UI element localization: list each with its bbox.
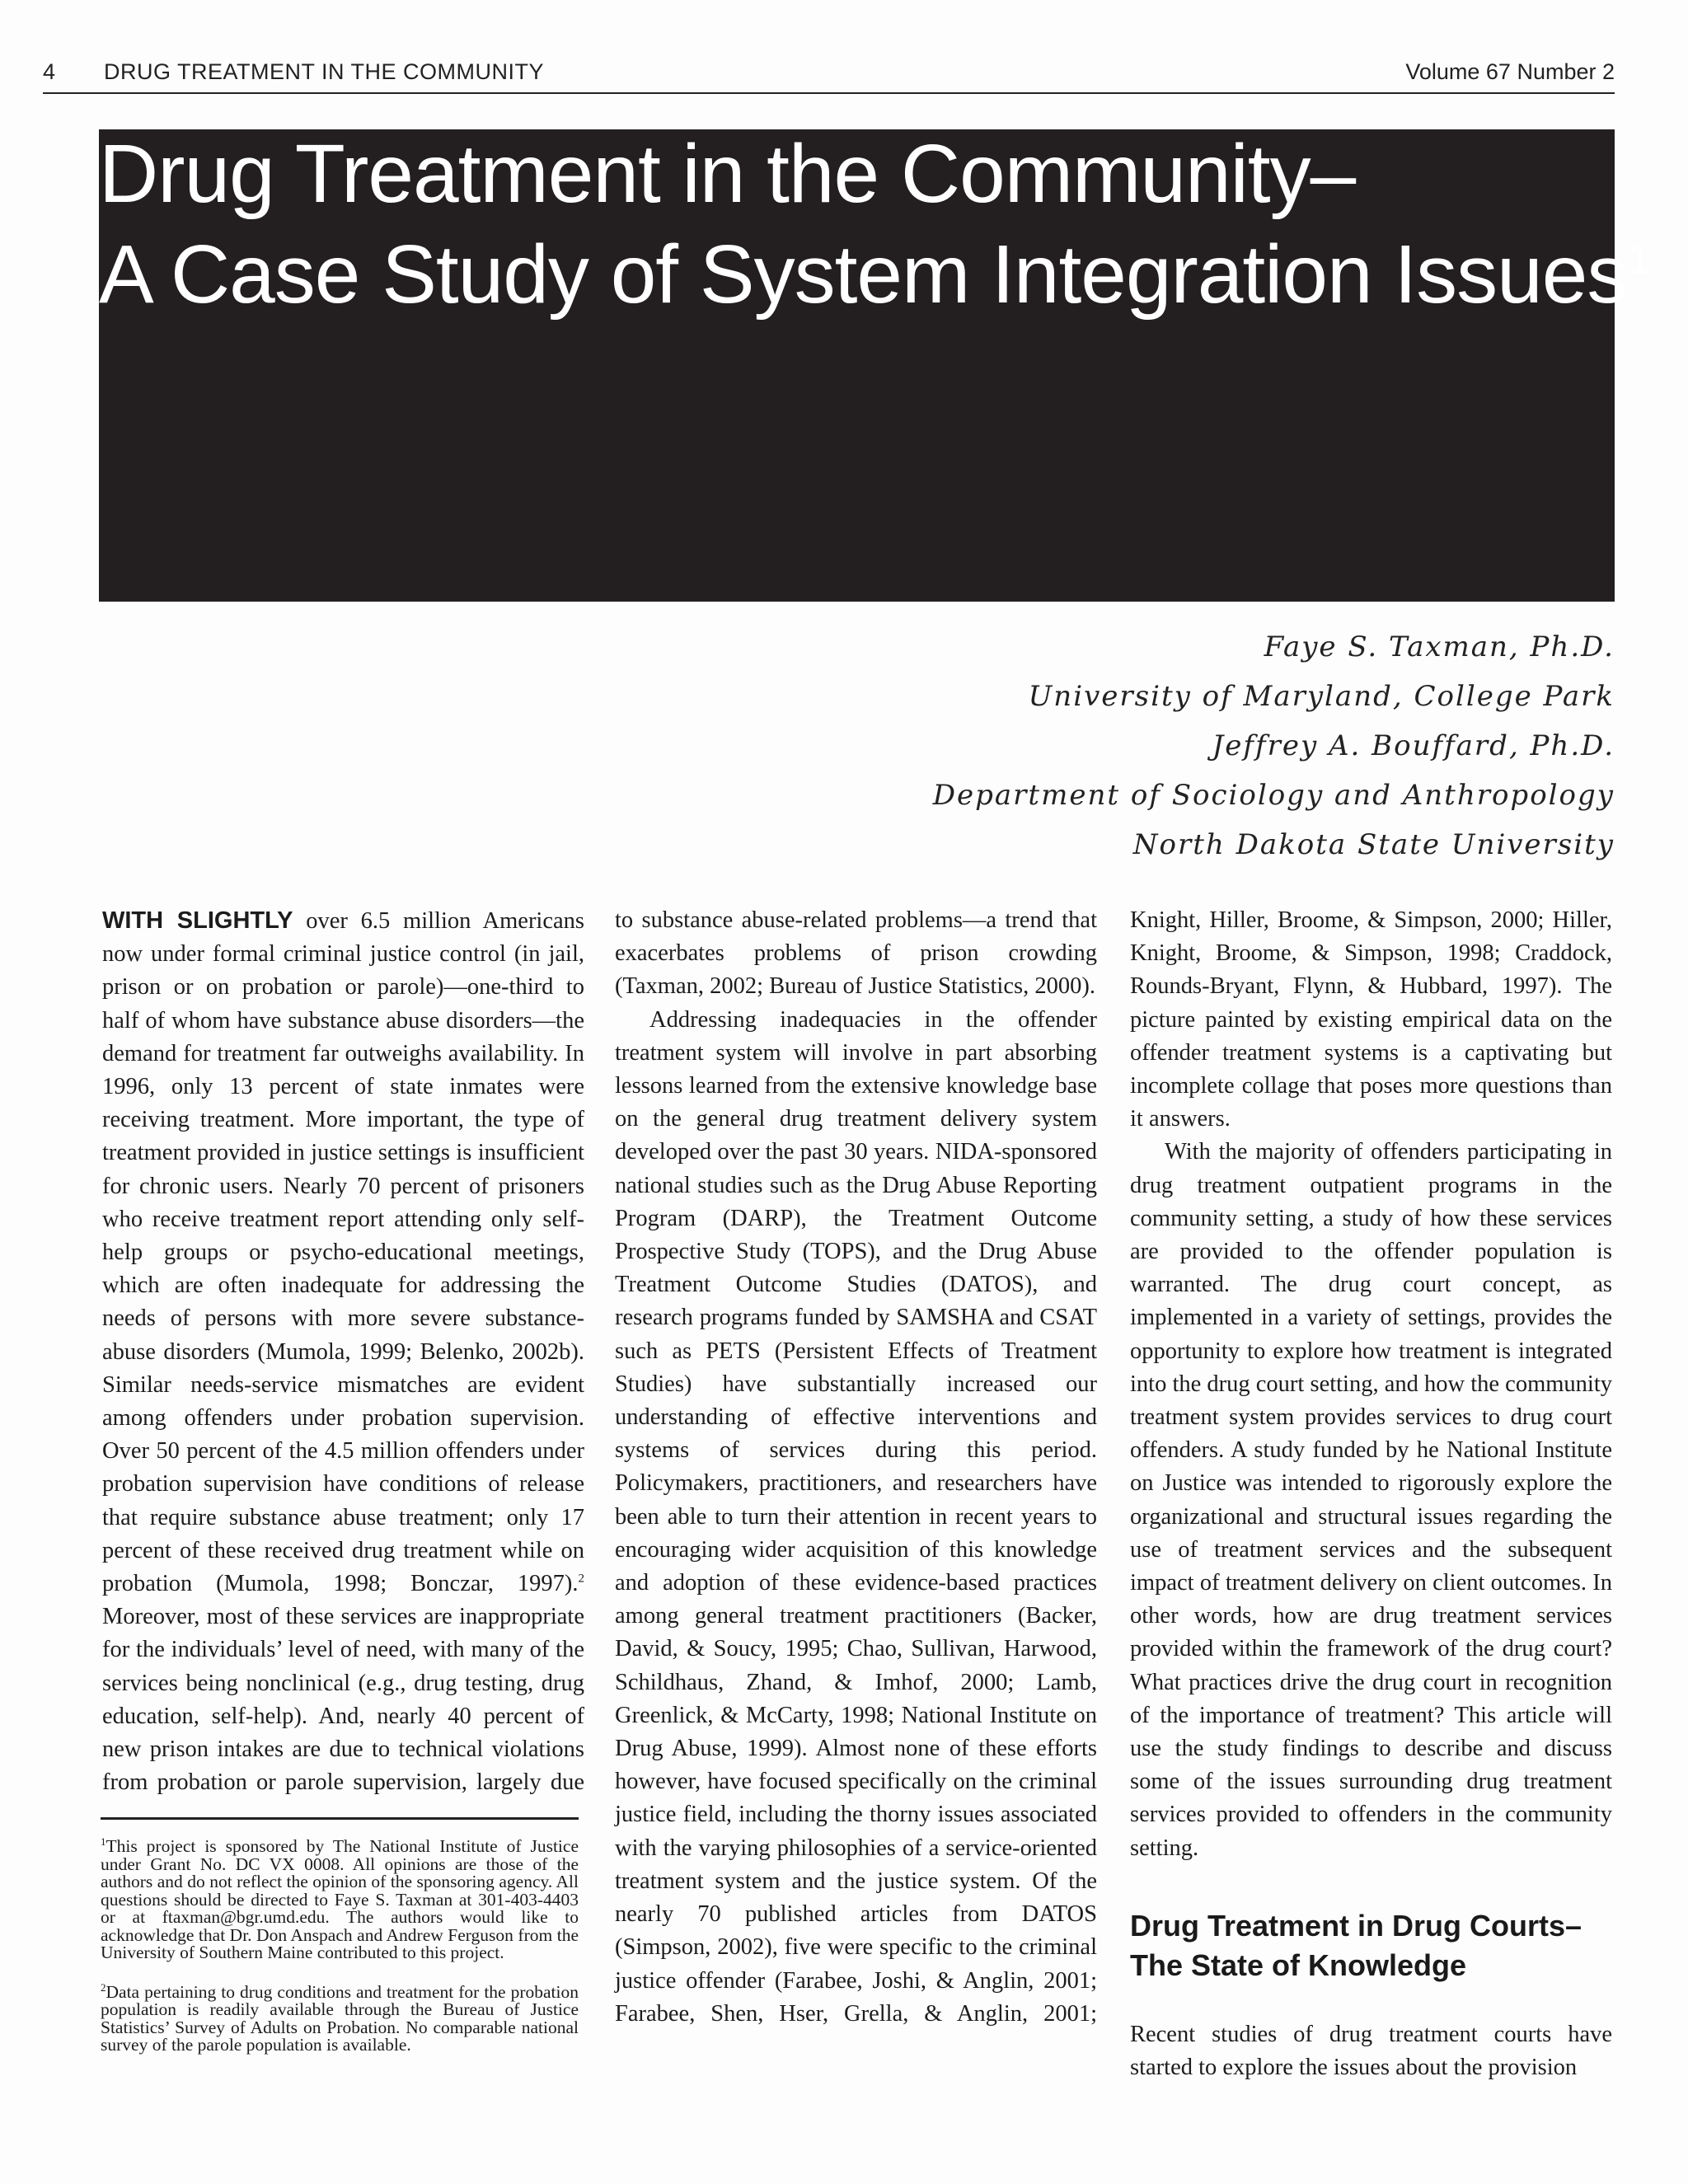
footnote-1-text: This project is sponsored by The National Institute of Justice under Grant No. DC VX 0008. All opinions are those of the authors and do not reflect the opinion of the sponsoring agency. All questions should be directed to Faye S. Taxman at 301-403-4403 or at ftaxman@bgr.umd.edu. The authors would like to acknowledge that Dr. Don Anspach and Andrew Ferguson from the University of Southern Maine contributed to this project. [101, 1836, 579, 1963]
page-number: 4 [43, 59, 56, 84]
footnote-2 [101, 1979, 579, 2055]
running-title: DRUG TREATMENT IN THE COMMUNITY [104, 59, 545, 84]
author-affiliation-1: University of Maryland, College Park [1028, 680, 1615, 713]
footnote-2-mark: 2 [101, 1980, 106, 1994]
section-heading: Drug Treatment in Drug Courts–The State of Knowledge [1130, 1908, 1582, 1982]
author-name-2: Jeffrey A. Bouffard, Ph.D. [1212, 729, 1615, 762]
author-name-1: Faye S. Taxman, Ph.D. [1264, 630, 1615, 663]
article-title-line-1: Drug Treatment in the Community– [99, 128, 1356, 220]
body-paragraph-4: Recent studies of drug treatment courts have started to explore the issues about the provision [1130, 2021, 1612, 2081]
footnote-1-mark: 1 [101, 1835, 106, 1848]
author-affiliation-2-dept: Department of Sociology and Anthropology [932, 779, 1615, 812]
body-paragraph-3: With the majority of offenders participating in drug treatment outpatient programs in the community setting, a study of how these services are provided to the offender population is warranted. The drug court concept, as implemented in a variety of settings, provides the opportunity to explore how treatment is integrated into the drug court setting, and how the community treatment system provides services to drug court offenders. A study funded by he National Institute on Justice was intended to rigorously explore the organizational and structural issues regarding the use of treatment services and the subsequent impact of treatment delivery on client outcomes. In other words, how are drug treatment services provided within the framework of the drug court? What practices drive the drug court in recognition of the importance of treatment? This article will use the study findings to describe and discuss some of the issues surrounding drug treatment services provided to offenders in the community setting. [1130, 1139, 1612, 1861]
body-column-2 [615, 904, 1097, 2031]
body-paragraph-1 [102, 904, 584, 1799]
body-paragraph-2-continued: Knight, Hiller, Broome, & Simpson, 2000; Hiller, Knight, Broome, & Simpson, 1998; Craddock, Rounds-Bryant, Flynn, & Hubbard, 1997). The picture painted by existing empirical data on the offender treatment systems is a captivating but incomplete collage that poses more questions than it answers. [1130, 907, 1612, 1132]
title-footnote-mark: 1 [1627, 236, 1651, 284]
article-title-line-2-text: A Case Study of System Integration Issues [99, 228, 1628, 321]
body-column-3 [1130, 904, 1612, 2084]
body-column-1 [102, 904, 584, 1799]
title-block [99, 128, 1651, 602]
author-affiliation-2-univ: North Dakota State University [1132, 828, 1615, 861]
body-paragraph-1-text-a: over 6.5 million Americans now under formal criminal justice control (in jail, prison or on probation or parole)—one-third to half of whom have substance abuse disorders—the demand for treatment far outweighs availability. In 1996, only 13 percent of state inmates were receiving treatment. More important, the type of treatment provided in justice settings is insufficient for chronic users. Nearly 70 percent of prisoners who receive treatment report attending only self-help groups or psycho-educational meetings, which are often inadequate for addressing the needs of persons with more severe substance-abuse disorders (Mumola, 1999; Belenko, 2002b). Similar needs-service mismatches are evident among offenders under probation supervision. Over 50 percent of the 4.5 million offenders under probation supervision have conditions of release that require substance abuse treatment; only 17 percent of these received drug treatment while on probation (Mumola, 1998; Bonczar, 1997). [102, 908, 584, 1597]
article-title-line-2 [99, 228, 1651, 321]
author-block [933, 622, 1615, 869]
footnote-1 [101, 1833, 579, 1962]
footnotes [101, 1817, 579, 2071]
body-paragraph-1-continued: to substance abuse-related problems—a trend that exacerbates problems of prison crowding (Taxman, 2002; Bureau of Justice Statistics, 2000). [615, 907, 1097, 1000]
lead-in: WITH SLIGHTLY [102, 907, 293, 934]
body-paragraph-1-text-b: Moreover, most of these services are inappropriate for the individuals’ level of need, with many of the services being nonclinical (e.g., drug testing, drug education, self-help). And, nearly 40 percent of new prison intakes are due to technical violations from probation or parole supervision, largely due [102, 1604, 584, 1796]
volume-label: Volume 67 Number 2 [1405, 59, 1615, 84]
running-head [43, 59, 1615, 94]
footnote-2-text: Data pertaining to drug conditions and treatment for the probation population is readily available through the Bureau of Justice Statistics’ Survey of Adults on Probation. No comparable national survey of the parole population is available. [101, 1981, 579, 2055]
body-paragraph-2: Addressing inadequacies in the offender treatment system will involve in part absorbing lessons learned from the extensive knowledge base on the general drug treatment delivery system developed over the past 30 years. NIDA-sponsored national studies such as the Drug Abuse Reporting Program (DARP), the Treatment Outcome Prospective Study (TOPS), and the Drug Abuse Treatment Outcome Studies (DATOS), and research programs funded by SAMSHA and CSAT such as PETS (Persistent Effects of Treatment Studies) have substantially increased our understanding of effective interventions and systems of services during this period. Policymakers, practitioners, and researchers have been able to turn their attention in recent years to encouraging wider acquisition of this knowledge and adoption of these evidence-based practices among general treatment practitioners (Backer, David, & Soucy, 1995; Chao, Sullivan, Harwood, Schildhaus, Zhand, & Imhof, 2000; Lamb, Greenlick, & McCarty, 1998; National Institute on Drug Abuse, 1999). Almost none of these efforts however, have focused specifically on the criminal justice field, including the thorny issues associated with the varying philosophies of a service-oriented treatment system and the justice system. Of the nearly 70 published articles from DATOS (Simpson, 2002), five were specific to the criminal justice offender (Farabee, Joshi, & Anglin, 2001; Farabee, Shen, Hser, Grella, & Anglin, 2001; [615, 1006, 1097, 2027]
footnote-ref-2: 2 [578, 1572, 584, 1586]
